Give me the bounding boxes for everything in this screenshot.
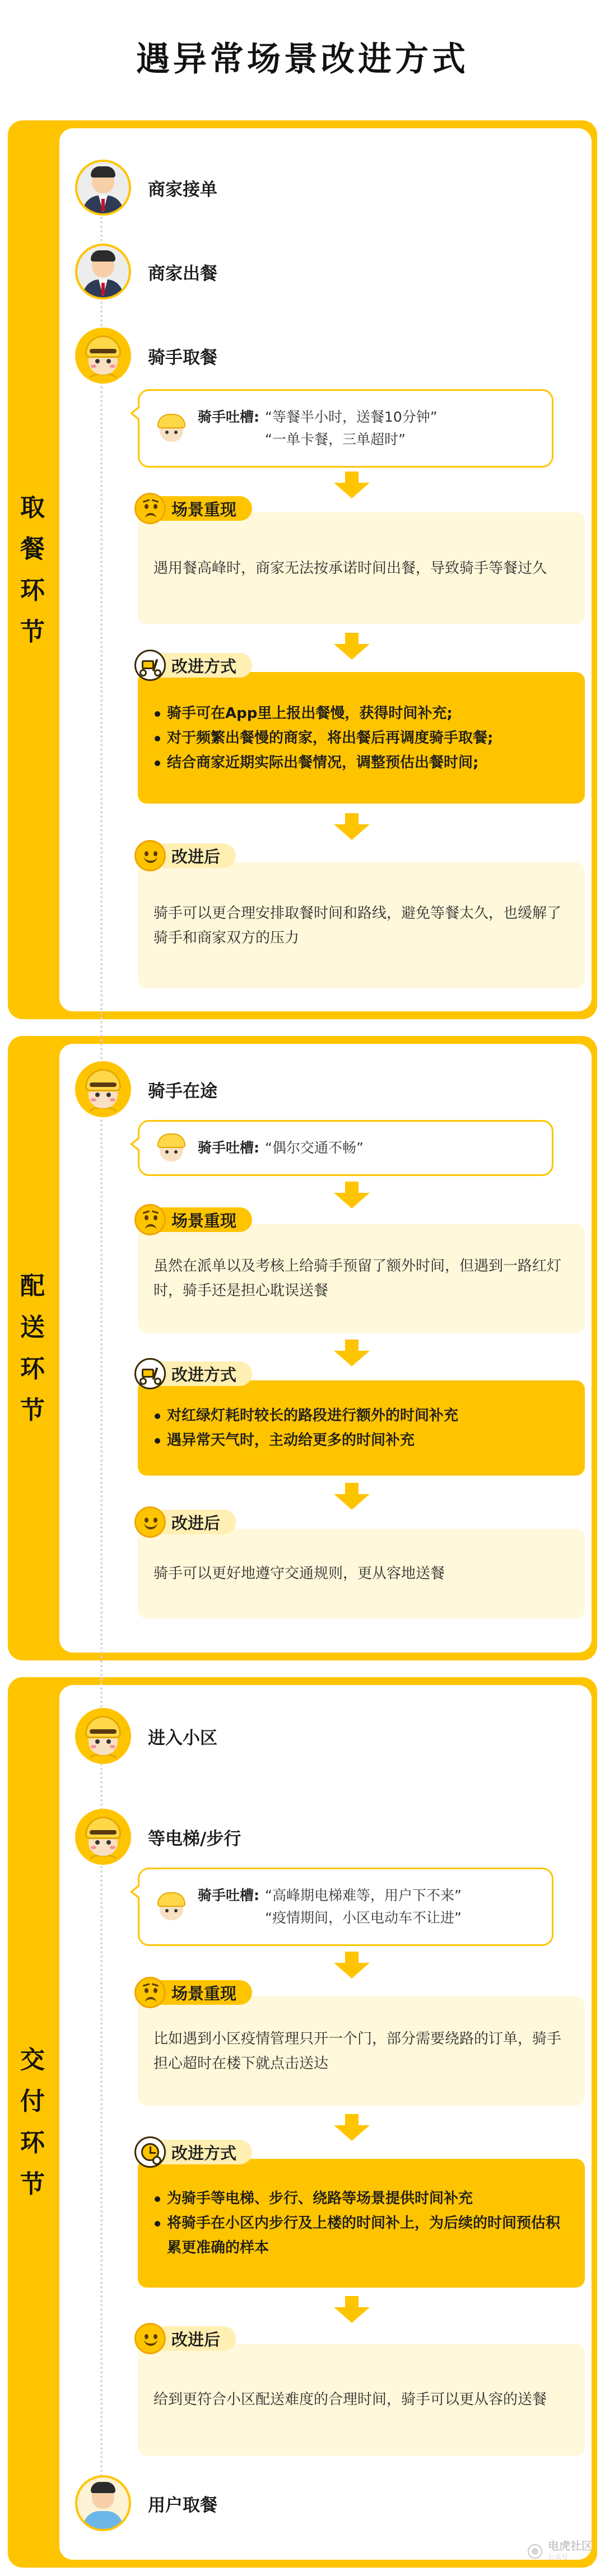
improvement-item: 骑手可在App里上报出餐慢，获得时间补充; [153, 701, 569, 726]
step-label: 骑手取餐 [148, 347, 217, 368]
result-heading: 改进后 [134, 1506, 236, 1538]
rider-avatar-icon [75, 1809, 131, 1865]
rider-avatar-icon [75, 1061, 131, 1117]
down-arrow-icon [334, 1483, 370, 1510]
complaint-line: “一单卡餐，三单超时” [265, 431, 406, 447]
step-label: 商家接单 [148, 179, 217, 200]
complaint-label: 骑手吐槽: [198, 409, 259, 425]
result-panel [138, 862, 585, 988]
scooter-icon [134, 1358, 166, 1389]
scenario-panel [138, 1996, 585, 2106]
step-enter-community [75, 1708, 217, 1764]
step-label: 等电梯/步行 [148, 1828, 241, 1849]
complaint-line: “等餐半小时，送餐10分钟” [265, 409, 438, 425]
rider-mini-icon [154, 413, 189, 444]
rider-complaint-bubble [138, 389, 553, 468]
improvement-item: 将骑手在小区内步行及上楼的时间补上，为后续的时间预估积累更准确的样本 [153, 2211, 569, 2260]
result-text: 给到更符合小区配送难度的合理时间，骑手可以更从容的送餐 [153, 2391, 547, 2408]
improvement-heading: 改进方式 [134, 650, 252, 681]
result-panel [138, 2344, 585, 2456]
page-title: 遇异常场景改进方式 [136, 40, 469, 79]
down-arrow-icon [334, 813, 370, 840]
step-rider-en-route [75, 1061, 217, 1117]
complaint-label: 骑手吐槽: [198, 1887, 259, 1903]
down-arrow-icon [334, 1952, 370, 1978]
result-heading: 改进后 [134, 840, 236, 871]
step-label: 骑手在途 [148, 1081, 217, 1102]
improvement-item: 遇异常天气时，主动给更多的时间补充 [153, 1428, 569, 1453]
scenario-heading: 场景重现 [134, 1977, 252, 2008]
step-label: 进入小区 [148, 1728, 217, 1748]
result-text: 骑手可以更好地遵守交通规则，更从容地送餐 [153, 1565, 445, 1582]
merchant-avatar-icon [75, 244, 131, 300]
complaint-line: “高峰期电梯难等，用户下不来” [265, 1887, 462, 1903]
step-user-pickup [75, 2475, 217, 2531]
step-rider-pickup [75, 328, 217, 384]
user-avatar-icon [75, 2475, 131, 2531]
down-arrow-icon [334, 1340, 370, 1366]
section-label-handover: 交付环节 [20, 2046, 45, 2199]
section-label-delivery: 配送环节 [20, 1271, 45, 1425]
improvement-heading: 改进方式 [134, 1358, 252, 1389]
scenario-heading: 场景重现 [134, 1204, 252, 1235]
worried-face-icon [134, 1204, 166, 1235]
worried-face-icon [134, 1977, 166, 2008]
clock-icon [134, 2136, 166, 2168]
complaint-line: “疫情期间，小区电动车不让进” [265, 1910, 462, 1926]
smiling-face-icon [134, 1506, 166, 1538]
complaint-line: “偶尔交通不畅” [265, 1140, 364, 1156]
rider-avatar-icon [75, 328, 131, 384]
down-arrow-icon [334, 1182, 370, 1208]
scenario-heading: 场景重现 [134, 493, 252, 524]
improvement-item: 为骑手等电梯、步行、绕路等场景提供时间补充 [153, 2186, 569, 2211]
improvement-panel [138, 1380, 585, 1476]
watermark-logo-icon [528, 2544, 542, 2559]
scenario-panel [138, 512, 585, 624]
rider-mini-icon [154, 1132, 189, 1164]
down-arrow-icon [334, 633, 370, 660]
step-label: 商家出餐 [148, 263, 217, 284]
rider-complaint-bubble [138, 1868, 553, 1946]
merchant-avatar-icon [75, 160, 131, 216]
result-heading: 改进后 [134, 2323, 236, 2354]
timeline-dotted-line [100, 176, 103, 2528]
step-merchant-accept [75, 160, 217, 216]
scenario-text: 虽然在派单以及考核上给骑手预留了额外时间，但遇到一路红灯时，骑手还是担心耽误送餐 [153, 1257, 562, 1299]
improvement-item: 对红绿灯耗时较长的路段进行额外的时间补充 [153, 1403, 569, 1428]
down-arrow-icon [334, 472, 370, 498]
smiling-face-icon [134, 2323, 166, 2354]
section-label-pickup: 取餐环节 [20, 493, 45, 646]
result-panel [138, 1529, 585, 1618]
worried-face-icon [134, 493, 166, 524]
complaint-label: 骑手吐槽: [198, 1140, 259, 1156]
scenario-text: 比如遇到小区疫情管理只开一个门，部分需要绕路的订单，骑手担心超时在楼下就点击送达 [153, 2030, 562, 2072]
step-merchant-serve [75, 244, 217, 300]
scenario-panel [138, 1224, 585, 1333]
rider-mini-icon [154, 1891, 189, 1922]
rider-avatar-icon [75, 1708, 131, 1764]
scenario-text: 遇用餐高峰时，商家无法按承诺时间出餐，导致骑手等餐过久 [153, 560, 547, 577]
improvement-heading: 改进方式 [134, 2136, 252, 2168]
step-label: 用户取餐 [148, 2495, 217, 2516]
step-elevator-walk [75, 1809, 241, 1865]
result-text: 骑手可以更合理安排取餐时间和路线，避免等餐太久，也缓解了骑手和商家双方的压力 [153, 904, 562, 946]
scooter-icon [134, 650, 166, 681]
down-arrow-icon [334, 2114, 370, 2141]
down-arrow-icon [334, 2296, 370, 2323]
rider-complaint-bubble [138, 1120, 553, 1176]
improvement-item: 对于频繁出餐慢的商家，将出餐后再调度骑手取餐; [153, 726, 569, 750]
improvement-panel [138, 672, 585, 804]
improvement-panel [138, 2159, 585, 2288]
watermark: 电虎社区 公众号 [528, 2540, 593, 2563]
smiling-face-icon [134, 840, 166, 871]
improvement-item: 结合商家近期实际出餐情况，调整预估出餐时间; [153, 750, 569, 775]
